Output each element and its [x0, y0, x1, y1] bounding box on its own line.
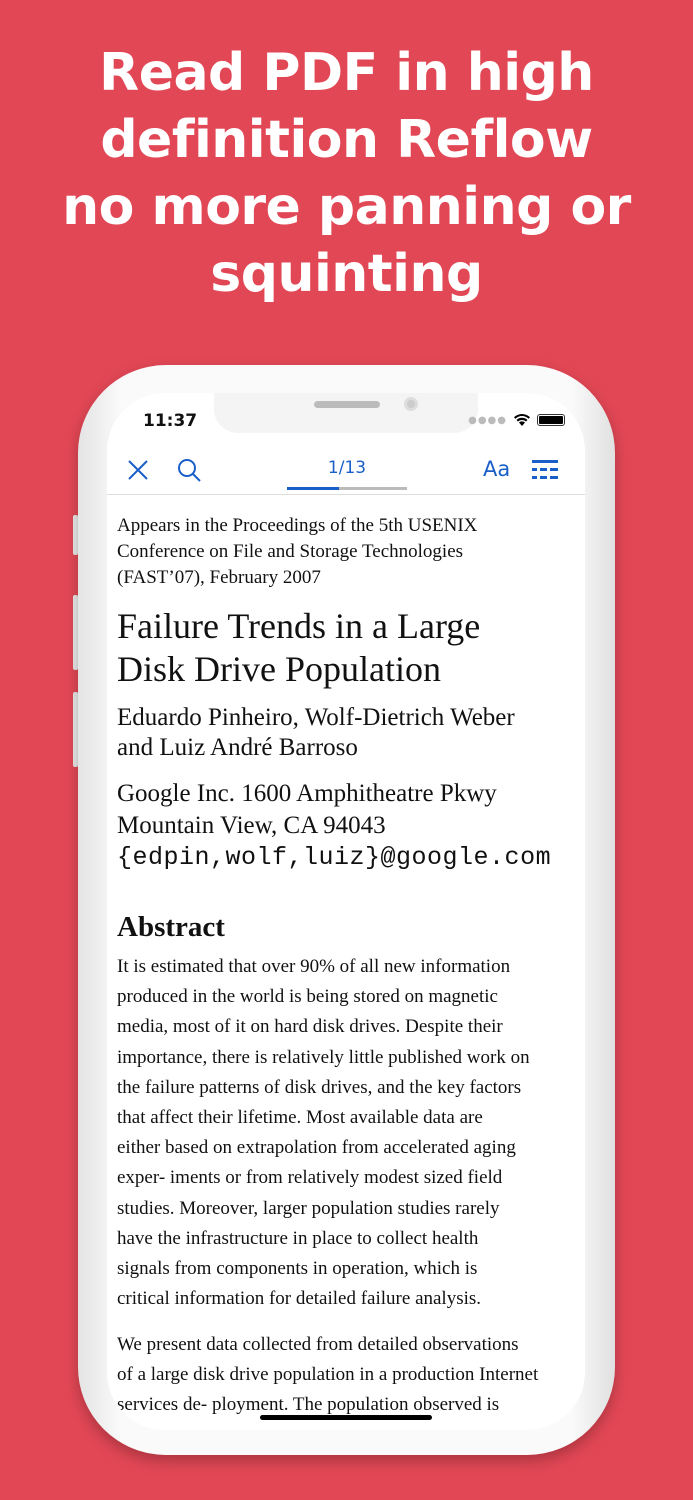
text-line: It is estimated that over 90% of all new information — [117, 956, 511, 977]
reflowed-document — [117, 513, 585, 1420]
status-time: 11:37 — [143, 411, 198, 431]
status-icons — [468, 413, 565, 427]
abstract-text — [117, 952, 585, 1314]
text-line: importance, there is relatively little published work on — [117, 1046, 530, 1068]
abstract-heading: Abstract — [117, 911, 225, 943]
text-line: either based on extrapolation from accelerated aging — [117, 1137, 516, 1159]
camera — [404, 397, 418, 411]
text-line: Appears in the Proceedings of the 5th USENIX — [117, 515, 478, 536]
reader-toolbar — [107, 445, 585, 495]
text-line: critical information for detailed failure analysis. — [117, 1288, 482, 1310]
text-line: services de- ployment. The population observed is — [117, 1394, 500, 1416]
venue-note — [117, 513, 585, 591]
search-icon[interactable] — [177, 458, 203, 484]
affiliation — [117, 778, 585, 842]
phone-screen — [107, 393, 585, 1430]
headline — [0, 40, 693, 308]
text-line: definition Reflow — [100, 110, 593, 170]
font-settings-button[interactable]: Aa — [483, 457, 511, 481]
text-line: no more panning or — [62, 177, 631, 237]
page-number: 1/13 — [327, 458, 367, 478]
notch — [214, 393, 478, 433]
text-line: studies. Moreover, larger population studies rarely — [117, 1197, 500, 1219]
text-line: the failure patterns of disk drives, and the key factors — [117, 1076, 522, 1098]
page-progress-fill — [287, 487, 339, 490]
text-line: Failure Trends in a Large — [117, 606, 481, 646]
speaker — [314, 401, 380, 408]
close-icon[interactable] — [127, 459, 149, 481]
text-line: Read PDF in high — [99, 43, 594, 103]
text-line: Mountain View, CA 94043 — [117, 812, 386, 839]
text-line: We present data collected from detailed observations — [117, 1334, 519, 1356]
text-line: produced in the world is being stored on magnetic — [117, 986, 498, 1008]
text-line: exper- iments or from relatively modest sized field — [117, 1167, 503, 1189]
signal-icon: ●●●● — [468, 414, 507, 426]
text-line: signals from components in operation, which is — [117, 1258, 478, 1280]
list-icon[interactable] — [532, 460, 558, 480]
text-line: Disk Drive Population — [117, 649, 441, 689]
text-line: Google Inc. 1600 Amphitheatre Pkwy — [117, 780, 497, 807]
text-line: and Luiz André Barroso — [117, 734, 358, 761]
text-line: that affect their lifetime. Most available data are — [117, 1107, 483, 1129]
text-line: of a large disk drive population in a production Internet — [117, 1364, 539, 1386]
paper-title — [117, 605, 585, 691]
authors — [117, 703, 585, 763]
text-line: Conference on File and Storage Technologies — [117, 541, 464, 562]
text-line: media, most of it on hard disk drives. Despite their — [117, 1016, 503, 1038]
text-line: Eduardo Pinheiro, Wolf-Dietrich Weber — [117, 704, 515, 731]
paragraph — [117, 1330, 585, 1420]
battery-icon — [537, 414, 565, 426]
text-line: have the infrastructure in place to collect health — [117, 1227, 479, 1249]
text-line: squinting — [210, 244, 483, 304]
home-indicator[interactable] — [260, 1415, 432, 1420]
page-progress-bar[interactable] — [287, 487, 407, 490]
text-line: (FAST’07), February 2007 — [117, 567, 321, 588]
email: {edpin,wolf,luiz}@google.com — [117, 843, 552, 872]
wifi-icon — [513, 413, 531, 427]
